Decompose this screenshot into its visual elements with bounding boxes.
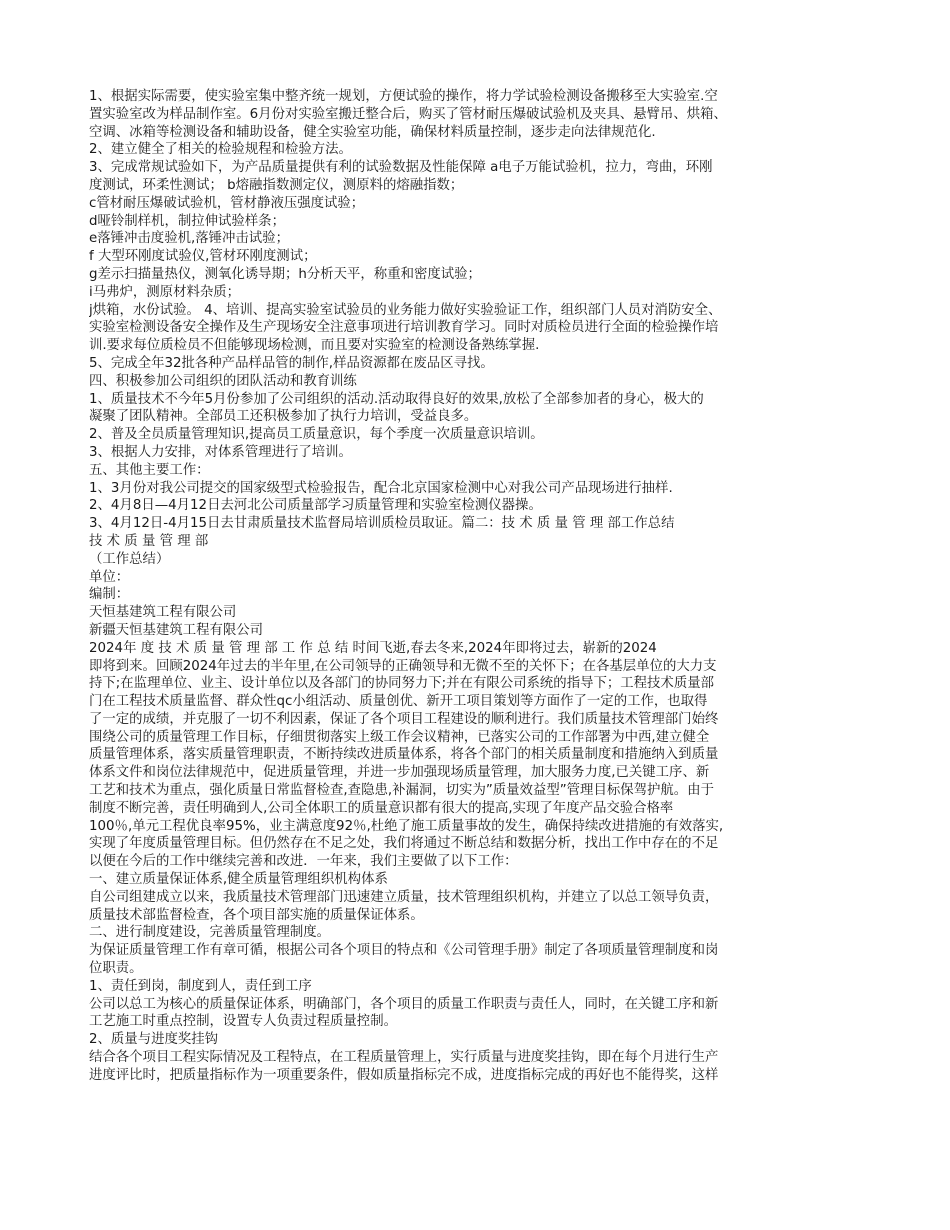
text-line: 训.要求每位质检员不但能够现场检测，而且要对实验室的检测设备熟练掌握. xyxy=(89,338,540,354)
text-line: 1、质量技术不今年5月份参加了公司组织的活动.活动取得良好的效果,放松了全部参加者的身心，极大的 xyxy=(89,391,704,407)
text-line: 进度评比时，把质量指标作为一项重要条件，假如质量指标完不成，进度指标完成的再好也不能得奖，这样 xyxy=(89,1067,719,1083)
text-line: 公司以总工为核心的质量保证体系，明确部门，各个项目的质量工作职责与责任人，同时，在关键工序和新 xyxy=(89,996,719,1012)
text-line: 2、质量与进度奖挂钩 xyxy=(89,1032,219,1048)
text-line: j烘箱，水份试验。 4、培训、提高实验室试验员的业务能力做好实验验证工作，组织部门人员对消防安全、 xyxy=(89,302,722,318)
text-line: 质量管理体系，落实质量管理职责，不断持续改进质量体系，将各个部门的相关质量制度和措施纳入到质量 xyxy=(89,747,719,763)
text-line: d哑铃制样机，制拉伸试验样条； xyxy=(89,213,285,229)
text-line: 3、根据人力安排，对体系管理进行了培训。 xyxy=(89,444,352,460)
text-line: 100％,单元工程优良率95%，业主满意度92％,杜绝了施工质量事故的发生，确保持续改进措施的有效落实, xyxy=(89,818,724,834)
text-line: 四、积极参加公司组织的团队活动和教育训练 xyxy=(89,373,357,389)
text-line: 即将到来。回顾2024年过去的半年里,在公司领导的正确领导和无微不至的关怀下；在各基层单位的大力支 xyxy=(89,658,717,674)
text-line: 围绕公司的质量管理工作目标，仔细贯彻落实上级工作会议精神，已落实公司的工作部署为中西,建立健全 xyxy=(89,729,710,745)
text-line: 置实验室改为样品制作室。6月份对实验室搬迁整合后，购买了管材耐压爆破试验机及夹具、悬臂吊、烘箱、 xyxy=(89,106,727,122)
text-line: 2、普及全员质量管理知识,提高员工质量意识，每个季度一次质量意识培训。 xyxy=(89,427,544,443)
text-line: 2、建立健全了相关的检验规程和检验方法。 xyxy=(89,142,352,158)
text-line: 技 术 质 量 管 理 部 xyxy=(89,533,209,549)
text-line: 门在工程技术质量监督、群众性qc小组活动、质量创优、新开工项目策划等方面作了一定的工作，也取得 xyxy=(89,694,708,710)
text-line: 2024年 度 技 术 质 量 管 理 部 工 作 总 结 时间飞逝,春去冬来,2024年即将过去，崭新的2024 xyxy=(89,640,657,656)
text-line: （工作总结） xyxy=(89,551,170,567)
text-line: 制度不断完善，责任明确到人,公司全体职工的质量意识都有很大的提高,实现了年度产品交验合格率 xyxy=(89,800,674,816)
text-line: 2、4月8日—4月12日去河北公司质量部学习质量管理和实验室检测仪器操。 xyxy=(89,498,542,514)
text-line: 持下;在监理单位、业主、设计单位以及各部门的协同努力下;并在有限公司系统的指导下；工程技术质量部 xyxy=(89,676,714,692)
text-line: 编制： xyxy=(89,587,130,603)
text-line: 1、根据实际需要，使实验室集中整齐统一规划，方便试验的操作，将力学试验检测设备搬移至大实验室.空 xyxy=(89,89,718,104)
text-line: 天恒基建筑工程有限公司 xyxy=(89,605,237,621)
text-line: 质量技术部监督检查，各个项目部实施的质量保证体系。 xyxy=(89,907,424,923)
text-line: 单位： xyxy=(89,569,130,585)
text-line: 位职责。 xyxy=(89,961,143,977)
text-line: 自公司组建成立以来，我质量技术管理部门迅速建立质量，技术管理组织机构，并建立了以总工领导负责， xyxy=(89,889,719,905)
text-line: 一、建立质量保证体系,健全质量管理组织机构体系 xyxy=(89,872,388,888)
text-line: 1、责任到岗，制度到人，责任到工序 xyxy=(89,978,312,994)
text-line: 二、进行制度建设，完善质量管理制度。 xyxy=(89,925,331,941)
text-line: 1、3月份对我公司提交的国家级型式检验报告，配合北京国家检测中心对我公司产品现场进行抽样. xyxy=(89,480,673,496)
text-line: 3、4月12日-4月15日去甘肃质量技术监督局培训质检员取证。篇二：技 术 质 量 管 理 部工作总结 xyxy=(89,516,675,532)
text-line: i马弗炉，测原材料杂质； xyxy=(89,284,241,300)
text-line: 工艺施工时重点控制，设置专人负责过程质量控制。 xyxy=(89,1014,397,1030)
text-line: g差示扫描量热仪，测氧化诱导期；h分析天平，称重和密度试验； xyxy=(89,266,481,282)
text-line: 结合各个项目工程实际情况及工程特点，在工程质量管理上，实行质量与进度奖挂钩，即在每个月进行生产 xyxy=(89,1050,719,1066)
text-line: 3、完成常规试验如下，为产品质量提供有利的试验数据及性能保障 a电子万能试验机，拉力，弯曲，环刚 xyxy=(89,160,713,176)
text-line: 5、完成全年32批各种产品样品管的制作,样品资源都在废品区寻找。 xyxy=(89,355,494,371)
text-line: 为保证质量管理工作有章可循，根据公司各个项目的特点和《公司管理手册》制定了各项质量管理制度和岗 xyxy=(89,943,719,959)
text-line: 实验室检测设备安全操作及生产现场安全注意事项进行培训教育学习。同时对质检员进行全面的检验操作培 xyxy=(89,320,719,336)
text-line: f 大型环刚度试验仪,管材环刚度测试； xyxy=(89,249,317,265)
text-line: 凝聚了团队精神。全部员工还积极参加了执行力培训，受益良多。 xyxy=(89,409,478,425)
document-body xyxy=(89,88,864,1085)
text-line: 体系文件和岗位法律规范中，促进质量管理，并进一步加强现场质量管理，加大服务力度,已关键工序、新 xyxy=(89,765,710,781)
text-line: 五、其他主要工作： xyxy=(89,462,210,478)
text-line: 以便在今后的工作中继续完善和改进．一年来，我们主要做了以下工作： xyxy=(89,854,518,870)
text-line: 了一定的成绩，并克服了一切不利因素，保证了各个项目工程建设的顺利进行。我们质量技术管理部门始终 xyxy=(89,711,719,727)
text-line: 度测试，环柔性测试； b熔融指数测定仪，测原料的熔融指数； xyxy=(89,177,464,193)
text-line: c管材耐压爆破试验机，管材静液压强度试验； xyxy=(89,195,365,211)
text-line: 新疆天恒基建筑工程有限公司 xyxy=(89,622,264,638)
text-line: 实现了年度质量管理目标。但仍然存在不足之处，我们将通过不断总结和数据分析，找出工作中存在的不足 xyxy=(89,836,719,852)
text-line: 空调、冰箱等检测设备和辅助设备，健全实验室功能，确保材料质量控制，逐步走向法律规范化. xyxy=(89,124,656,140)
text-line: e落锤冲击度验机,落锤冲击试验； xyxy=(89,231,289,247)
text-line: 工艺和技术为重点，强化质量日常监督检查,查隐患,补漏洞，切实为”质量效益型”管理目标保驾护航。由于 xyxy=(89,783,714,799)
